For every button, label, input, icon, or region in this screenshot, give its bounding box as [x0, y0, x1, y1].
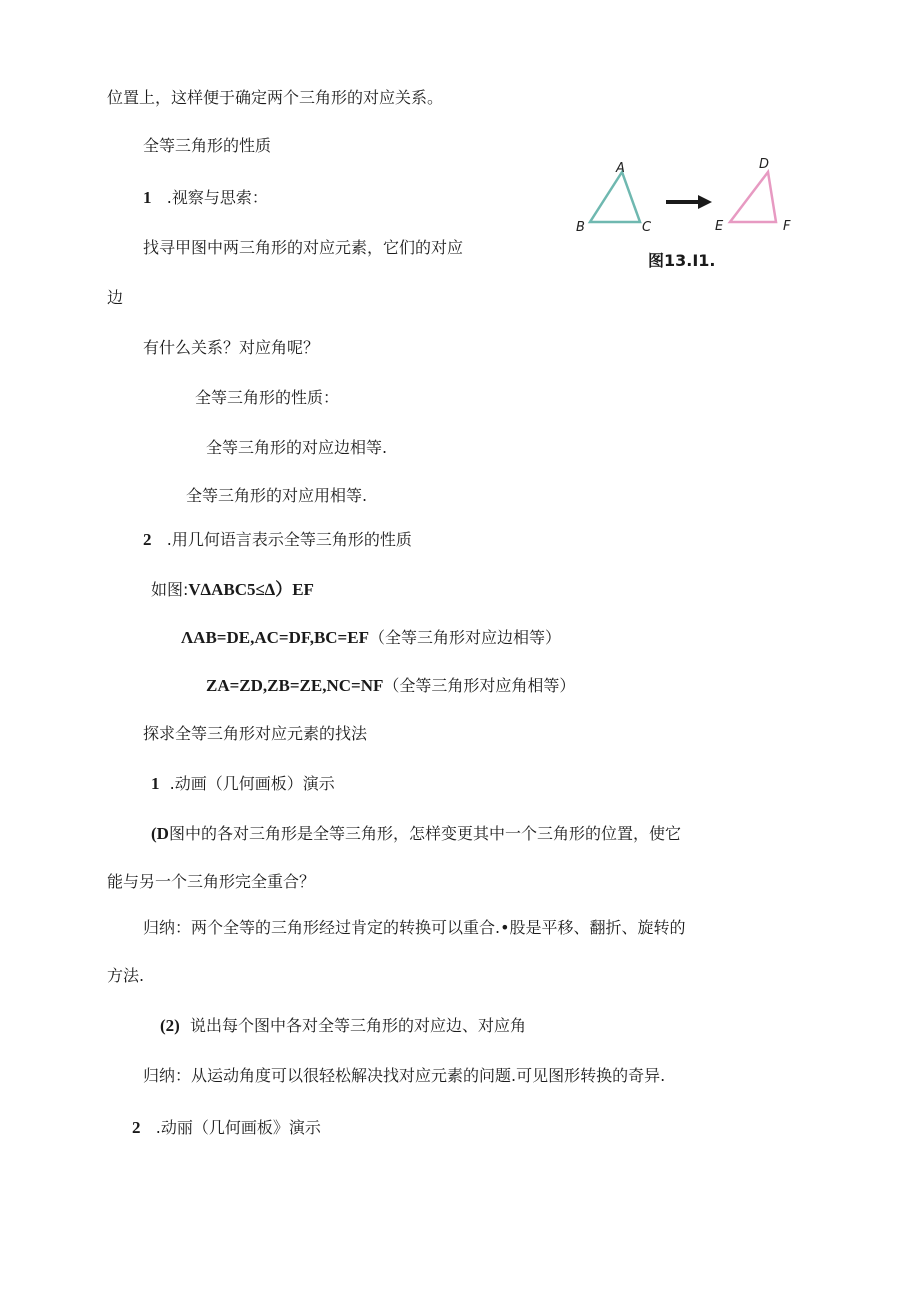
- subitem-marker: (2): [160, 1016, 180, 1035]
- figure-caption: 图13.I1.: [648, 251, 716, 270]
- item-number: 2: [143, 530, 152, 549]
- text-line-16: [151, 824, 681, 844]
- triangle-figure: [568, 150, 808, 240]
- item-text: .动画（几何画板）演示: [169, 774, 335, 793]
- triangle-def: [730, 172, 776, 222]
- text-line-9: 全等三角形的对应用相等.: [186, 486, 368, 505]
- text-line-12: [181, 628, 561, 648]
- vertex-label-f: F: [783, 219, 791, 234]
- subitem-text: 图中的各对三角形是全等三角形，怎样变更其中一个三角形的位置，使它: [168, 824, 681, 843]
- text-line-18: 归纳：两个全等的三角形经过肯定的转换可以重合.•股是平移、翻折、旋转的: [143, 918, 686, 937]
- vertex-label-c: C: [642, 220, 652, 235]
- item-2-heading: [143, 530, 412, 550]
- vertex-label-a: A: [616, 161, 625, 176]
- item-number: 1: [143, 188, 152, 207]
- text-line-17: 能与另一个三角形完全重合？: [107, 872, 316, 891]
- text-line-14: 探求全等三角形对应元素的找法: [143, 724, 368, 743]
- subitem-text: 说出每个图中各对全等三角形的对应边、对应角: [190, 1016, 527, 1035]
- vertex-label-b: B: [576, 220, 585, 235]
- sides-reason: （全等三角形对应边相等）: [368, 628, 561, 647]
- angles-equation: ZA=ZD,ZB=ZE,NC=NF: [206, 676, 384, 695]
- text-line-1: 位置上，这样便于确定两个三角形的对应关系。: [107, 88, 444, 107]
- text-line-19: 方法.: [107, 966, 145, 985]
- text-line-6: 有什么关系？对应角呢？: [143, 338, 320, 357]
- text-line-13: [206, 676, 575, 696]
- item-1-heading: [143, 188, 268, 208]
- sides-equation: ΛAB=DE,AC=DF,BC=EF: [181, 628, 369, 647]
- item-text: .视察与思索：: [166, 188, 268, 207]
- congruence-statement: V∆ABC5≤∆）EF: [188, 580, 314, 599]
- triangle-figure-svg: [568, 150, 808, 240]
- text-line-4: 找寻甲图中两三角形的对应元素，它们的对应: [143, 238, 464, 257]
- item-3-heading: [151, 774, 335, 794]
- subitem-marker: (D: [151, 824, 169, 843]
- text-line-11: [151, 580, 314, 600]
- text-line-7: 全等三角形的性质：: [195, 388, 340, 407]
- text-line-8: 全等三角形的对应边相等.: [206, 438, 388, 457]
- as-shown-label: 如图:: [151, 580, 189, 599]
- item-4-heading: [132, 1118, 321, 1138]
- text-line-21: 归纳：从运动角度可以很轻松解决找对应元素的问题.可见图形转换的奇异.: [143, 1066, 666, 1085]
- item-number: 1: [151, 774, 160, 793]
- text-line-20: [160, 1016, 526, 1036]
- angles-reason: （全等三角形对应角相等）: [383, 676, 576, 695]
- item-number: 2: [132, 1118, 141, 1137]
- transform-arrow: [666, 195, 712, 209]
- vertex-label-e: E: [715, 219, 724, 234]
- section-heading-properties: 全等三角形的性质: [143, 136, 272, 155]
- vertex-label-d: D: [759, 157, 770, 172]
- text-line-5: 边: [107, 288, 124, 307]
- item-text: .用几何语言表示全等三角形的性质: [166, 530, 412, 549]
- item-text: .动丽（几何画板》演示: [155, 1118, 321, 1137]
- triangle-abc: [590, 172, 640, 222]
